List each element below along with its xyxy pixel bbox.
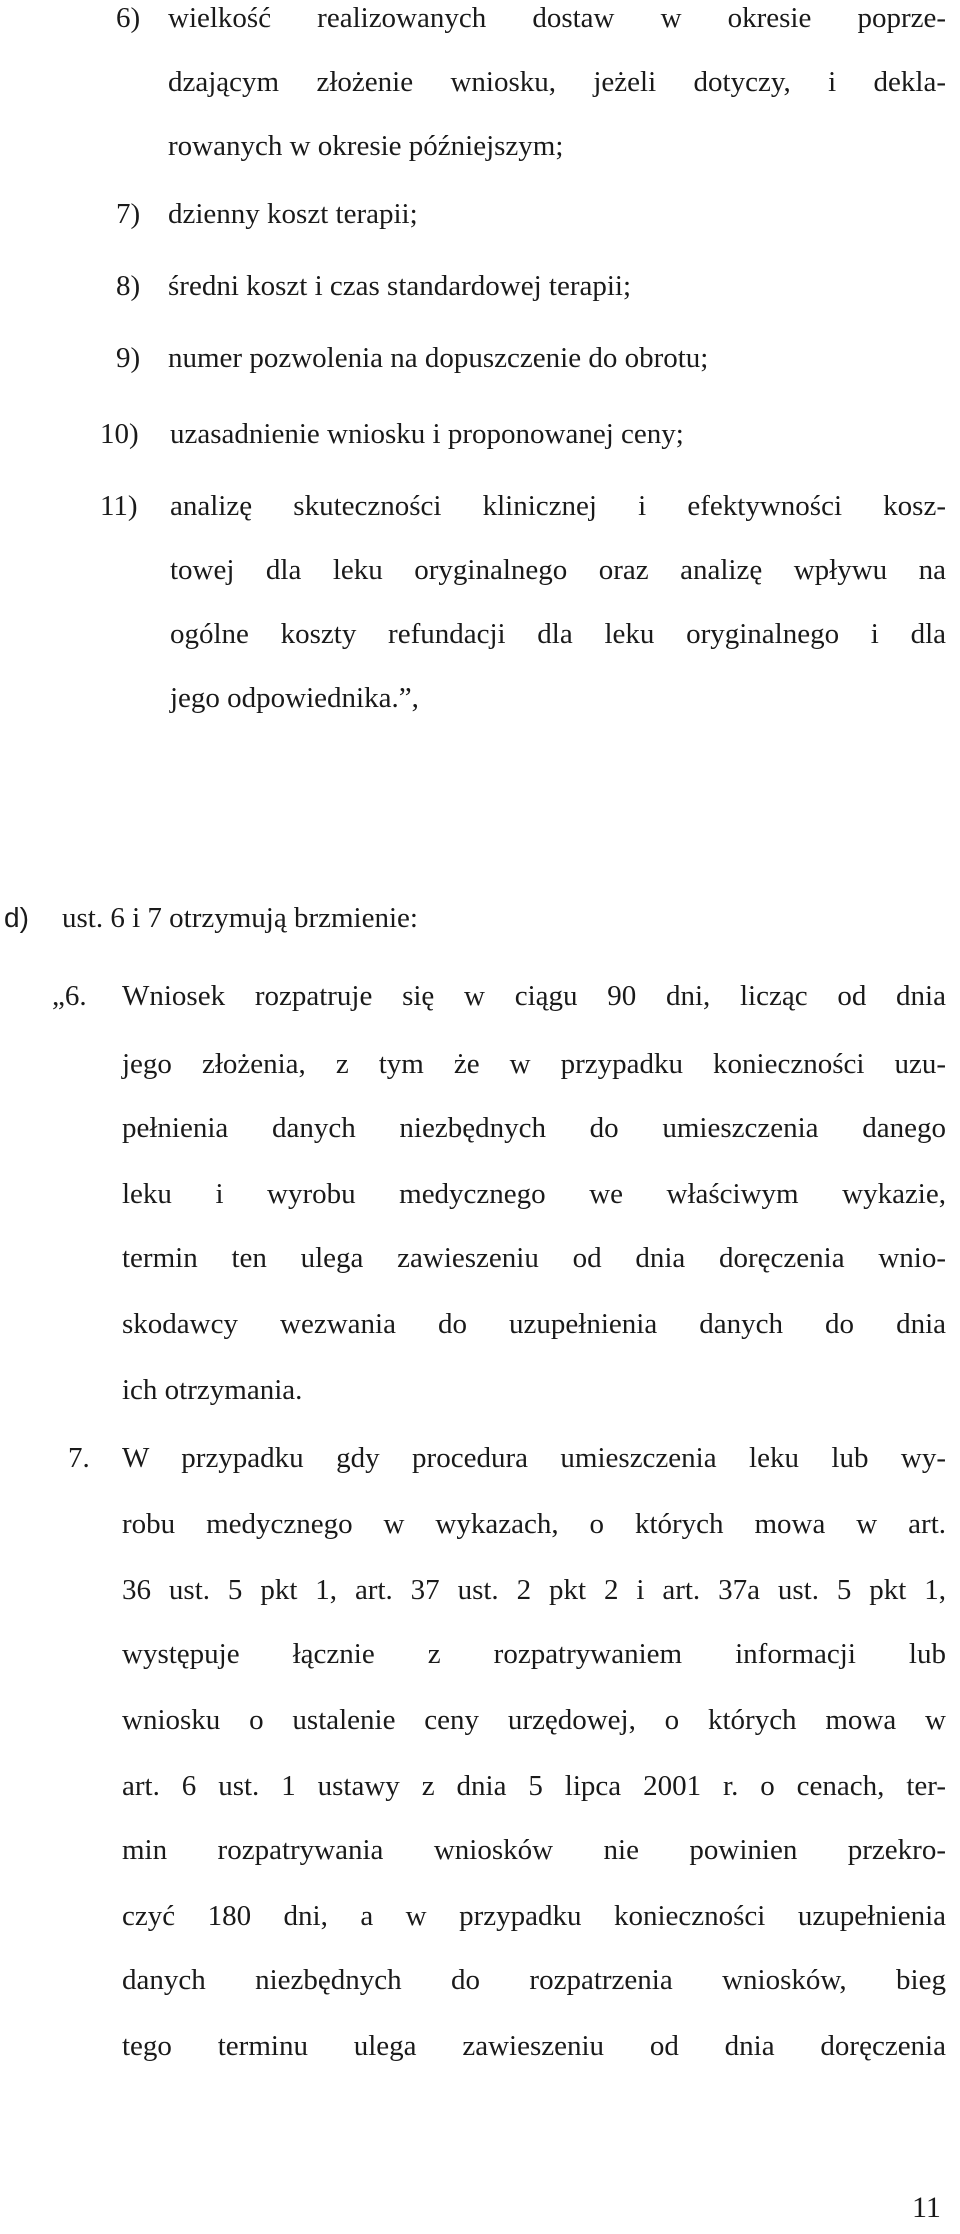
item-7-number: 7) <box>116 198 141 230</box>
para-7-number: 7. <box>68 1442 90 1474</box>
para-6-line-2: jego złożenia, z tym że w przypadku konieczności uzu- <box>122 1048 946 1080</box>
para-7-line-5: wniosku o ustalenie ceny urzędowej, o których mowa w <box>122 1704 946 1736</box>
para-6-line-1: Wniosek rozpatruje się w ciągu 90 dni, licząc od dnia <box>122 980 946 1012</box>
item-7-text: dzienny koszt terapii; <box>168 198 418 230</box>
para-6-line-5: termin ten ulega zawieszeniu od dnia doręczenia wnio- <box>122 1242 946 1274</box>
para-6-line-7: ich otrzymania. <box>122 1374 303 1406</box>
item-10-number: 10) <box>100 418 139 450</box>
para-7-line-6: art. 6 ust. 1 ustawy z dnia 5 lipca 2001 r. o cenach, ter- <box>122 1770 946 1802</box>
para-7-line-3: 36 ust. 5 pkt 1, art. 37 ust. 2 pkt 2 i art. 37a ust. 5 pkt 1, <box>122 1574 946 1606</box>
item-11-line-4: jego odpowiednika.”, <box>170 682 419 714</box>
para-7-line-8: czyć 180 dni, a w przypadku konieczności uzupełnienia <box>122 1900 946 1932</box>
para-7-line-2: robu medycznego w wykazach, o których mowa w art. <box>122 1508 946 1540</box>
para-7-line-4: występuje łącznie z rozpatrywaniem informacji lub <box>122 1638 946 1670</box>
item-6-line-3: rowanych w okresie późniejszym; <box>168 130 564 162</box>
para-6-number: „6. <box>52 980 87 1012</box>
item-8-text: średni koszt i czas standardowej terapii; <box>168 270 632 302</box>
para-7-line-7: min rozpatrywania wniosków nie powinien przekro- <box>122 1834 946 1866</box>
page-number: 11 <box>912 2191 941 2224</box>
item-11-line-2: towej dla leku oryginalnego oraz analizę wpływu na <box>170 554 946 586</box>
item-11-line-1: analizę skuteczności klinicznej i efektywności kosz- <box>170 490 946 522</box>
para-7-line-9: danych niezbędnych do rozpatrzenia wniosków, bieg <box>122 1964 946 1996</box>
para-7-line-10: tego terminu ulega zawieszeniu od dnia doręczenia <box>122 2030 946 2062</box>
item-9-number: 9) <box>116 342 141 374</box>
para-6-line-4: leku i wyrobu medycznego we właściwym wykazie, <box>122 1178 946 1210</box>
item-6-line-1: wielkość realizowanych dostaw w okresie poprze- <box>168 2 946 34</box>
item-11-number: 11) <box>100 490 138 522</box>
para-7-line-1: W przypadku gdy procedura umieszczenia leku lub wy- <box>122 1442 946 1474</box>
point-d-label: d) <box>4 902 29 933</box>
item-6-line-2: dzającym złożenie wniosku, jeżeli dotyczy, i dekla- <box>168 66 946 98</box>
point-d-text: ust. 6 i 7 otrzymują brzmienie: <box>62 902 418 934</box>
item-8-number: 8) <box>116 270 141 302</box>
para-6-line-3: pełnienia danych niezbędnych do umieszczenia danego <box>122 1112 946 1144</box>
item-6-number: 6) <box>116 2 141 34</box>
item-10-text: uzasadnienie wniosku i proponowanej ceny; <box>170 418 684 450</box>
para-6-line-6: skodawcy wezwania do uzupełnienia danych do dnia <box>122 1308 946 1340</box>
item-9-text: numer pozwolenia na dopuszczenie do obrotu; <box>168 342 709 374</box>
item-11-line-3: ogólne koszty refundacji dla leku oryginalnego i dla <box>170 618 946 650</box>
